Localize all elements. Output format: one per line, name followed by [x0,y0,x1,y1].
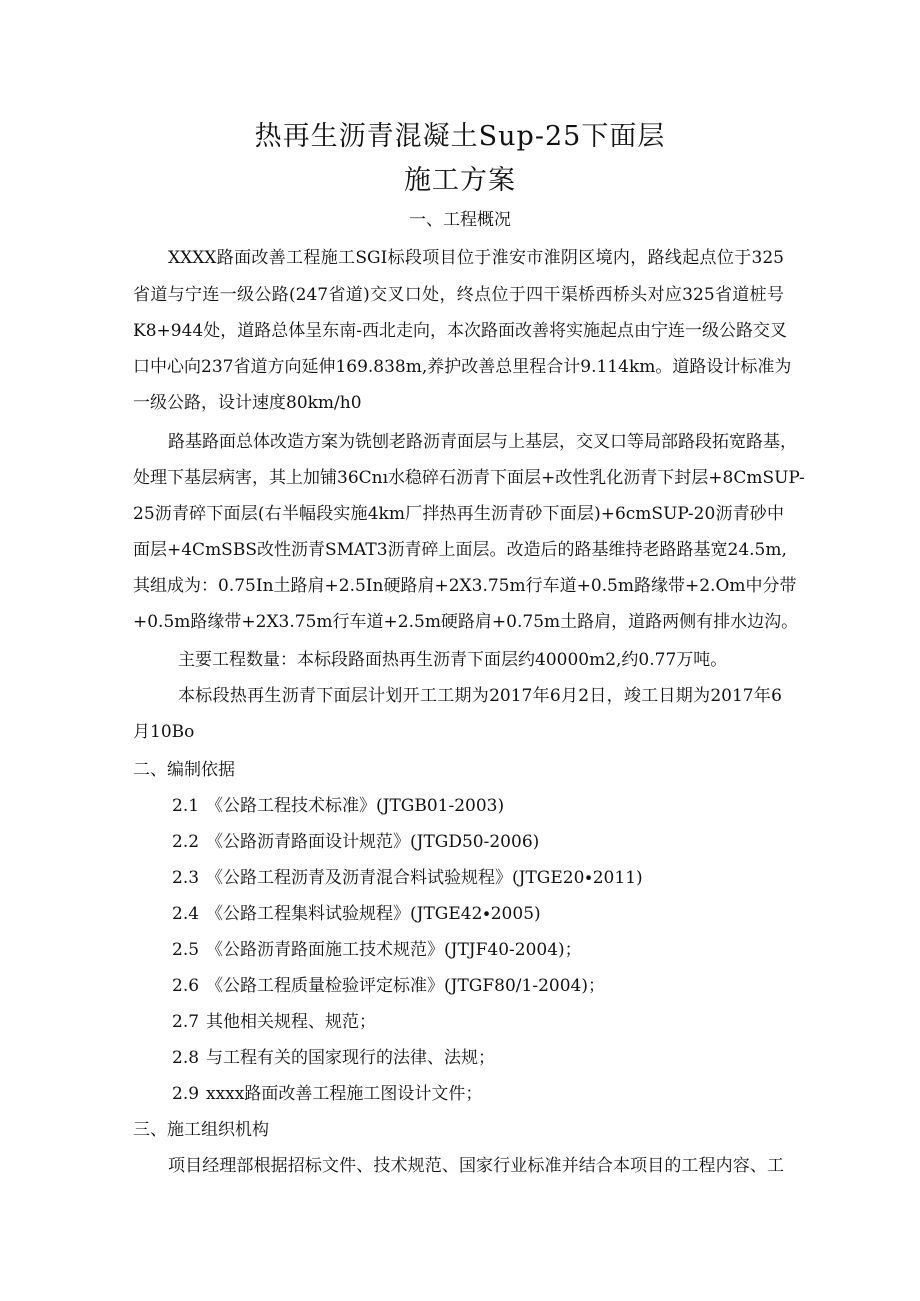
list-item: 2.6 《公路工程质量检验评定标准》(JTGF80/1-2004)； [172,976,605,996]
section-heading-overview: 一、工程概况 [409,210,511,230]
list-item: 2.2 《公路沥青路面设计规范》(JTGD50-2006) [172,832,540,852]
section-heading-basis: 二、编制依据 [133,760,235,780]
list-item: 2.5 《公路沥青路面施工技术规范》(JTJF40-2004)； [172,940,582,960]
paragraph-line: 主要工程数量：本标段路面热再生沥青下面层约40000m2,约0.77万吨。 [178,650,728,670]
paragraph-line: 处理下基层病害，其上加铺36Cnı水稳碎石沥青下面层+改性乳化沥青下封层+8CmSUP- [133,468,805,488]
paragraph-line: 省道与宁连一级公路(247省道)交叉口处，终点位于四干渠桥西桥头对应325省道桩号 [133,285,784,305]
paragraph-line: 其组成为：0.75In土路肩+2.5In硬路肩+2X3.75m行车道+0.5m路缘带+2.Om中分带 [133,576,797,596]
list-item: 2.7 其他相关规程、规范； [172,1012,376,1032]
paragraph-line: 月10Bo [133,722,195,742]
paragraph-line: 路基路面总体改造方案为铣刨老路沥青面层与上基层，交叉口等局部路段拓宽路基， [168,432,797,452]
list-item: 2.4 《公路工程集料试验规程》(JTGE42∙2005) [172,904,541,924]
paragraph-line: 口中心向237省道方向延伸169.838m,养护改善总里程合计9.114km。道路设计标准为 [133,357,792,377]
paragraph-line: 面层+4CmSBS改性沥青SMAT3沥青碎上面层。改造后的路基维持老路路基宽24.5m, [133,540,787,560]
list-item: 2.3 《公路工程沥青及沥青混合料试验规程》(JTGE20∙2011) [172,868,643,888]
paragraph-line: XXXX路面改善工程施工SGI标段项目位于淮安市淮阴区境内，路线起点位于325 [168,248,784,268]
paragraph-line: 本标段热再生沥青下面层计划开工工期为2017年6月2日，竣工日期为2017年6 [178,686,782,706]
paragraph-line: 25沥青碎下面层(右半幅段实施4km厂拌热再生沥青砂下面层)+6cmSUP-20沥青砂中 [133,504,784,524]
section-heading-organization: 三、施工组织机构 [133,1120,269,1140]
paragraph-line: +0.5m路缘带+2X3.75m行车道+2.5m硬路肩+0.75m土路肩，道路两侧有排水边沟。 [133,612,799,632]
document-title: 热再生沥青混凝土Sup-25下面层 [254,121,666,152]
document-subtitle: 施工方案 [404,165,516,196]
list-item: 2.8 与工程有关的国家现行的法律、法规； [172,1048,495,1068]
paragraph-line: 项目经理部根据招标文件、技术规范、国家行业标准并结合本项目的工程内容、工 [168,1156,784,1176]
paragraph-line: K8+944处，道路总体呈东南-西北走向，本次路面改善将实施起点由宁连一级公路交叉 [133,321,787,341]
paragraph-line: 一级公路，设计速度80km∕h0 [133,393,362,413]
list-item: 2.1 《公路工程技术标准》(JTGB01-2003) [172,796,505,816]
list-item: 2.9 xxxx路面改善工程施工图设计文件； [172,1084,483,1104]
